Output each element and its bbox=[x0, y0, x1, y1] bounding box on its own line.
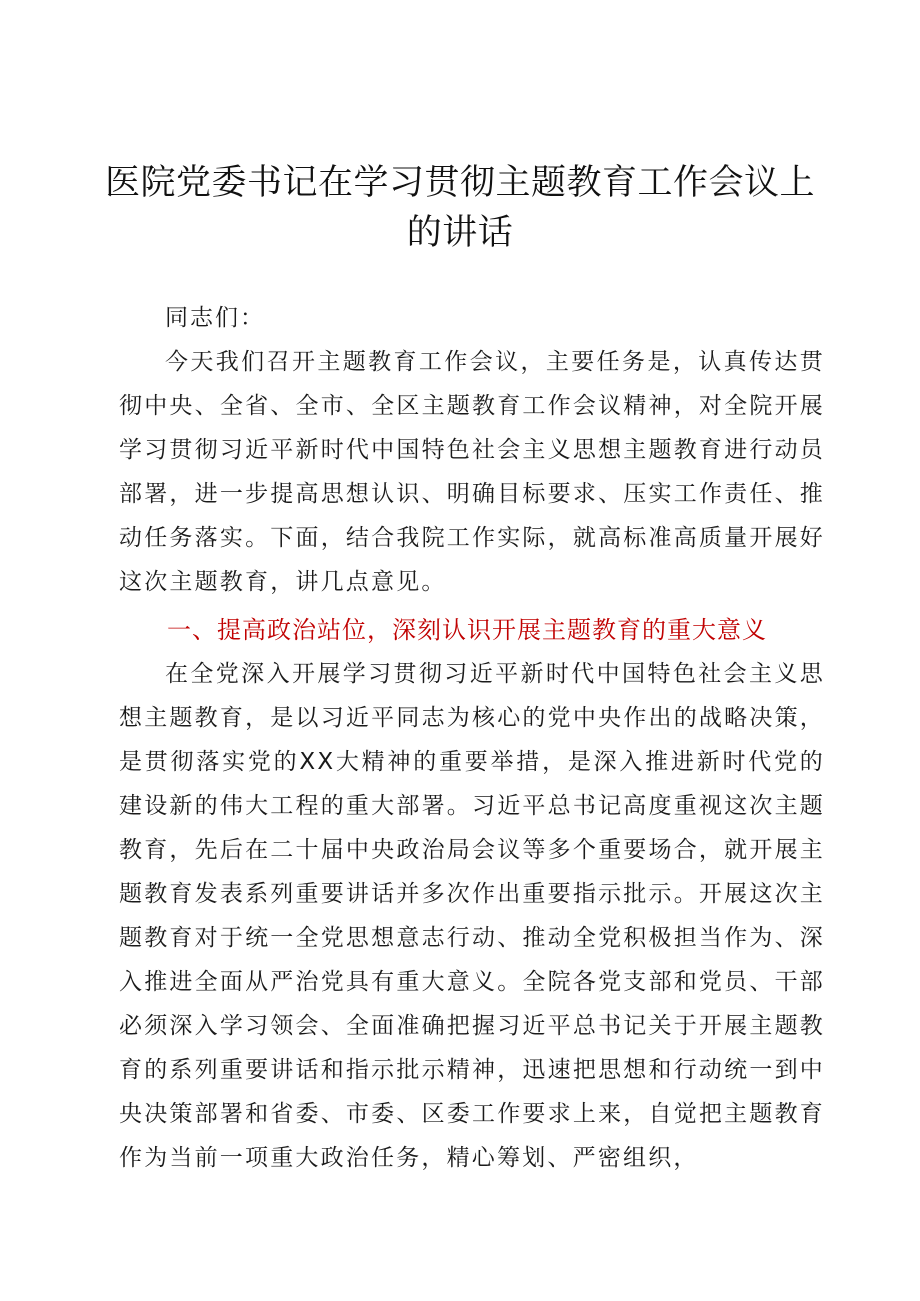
section-heading-1: 一、提高政治站位，深刻认识开展主题教育的重大意义 bbox=[167, 616, 767, 644]
intro-paragraph: 今天我们召开主题教育工作会议，主要任务是，认真传达贯彻中央、全省、全市、全区主题教育工作会议精神，对全院开展学习贯彻习近平新时代中国特色社会主义思想主题教育进行动员部署，进一步提高思想认识、明确目标要求、压实工作责任、推动任务落实。下面，结合我院工作实际，就高标准高质量开展好这次主题教育，讲几点意见。 bbox=[119, 349, 825, 595]
section-1-paragraph: 在全党深入开展学习贯彻习近平新时代中国特色社会主义思想主题教育，是以习近平同志为核心的党中央作出的战略决策，是贯彻落实党的XX大精神的重要举措，是深入推进新时代党的建设新的伟大工程的重大部署。习近平总书记高度重视这次主题教育，先后在二十届中央政治局会议等多个重要场合，就开展主题教育发表系列重要讲话并多次作出重要指示批示。开展这次主题教育对于统一全党思想意志行动、推动全党积极担当作为、深入推进全面从严治党具有重大意义。全院各党支部和党员、干部必须深入学习领会、全面准确把握习近平总书记关于开展主题教育的系列重要讲话和指示批示精神，迅速把思想和行动统一到中央决策部署和省委、市委、区委工作要求上来，自觉把主题教育作为当前一项重大政治任务，精心筹划、严密组织， bbox=[119, 661, 825, 1171]
document-title: 医院党委书记在学习贯彻主题教育工作会议上的讲话 bbox=[104, 163, 815, 253]
salutation: 同志们： bbox=[165, 305, 265, 331]
document-body bbox=[119, 296, 825, 1180]
